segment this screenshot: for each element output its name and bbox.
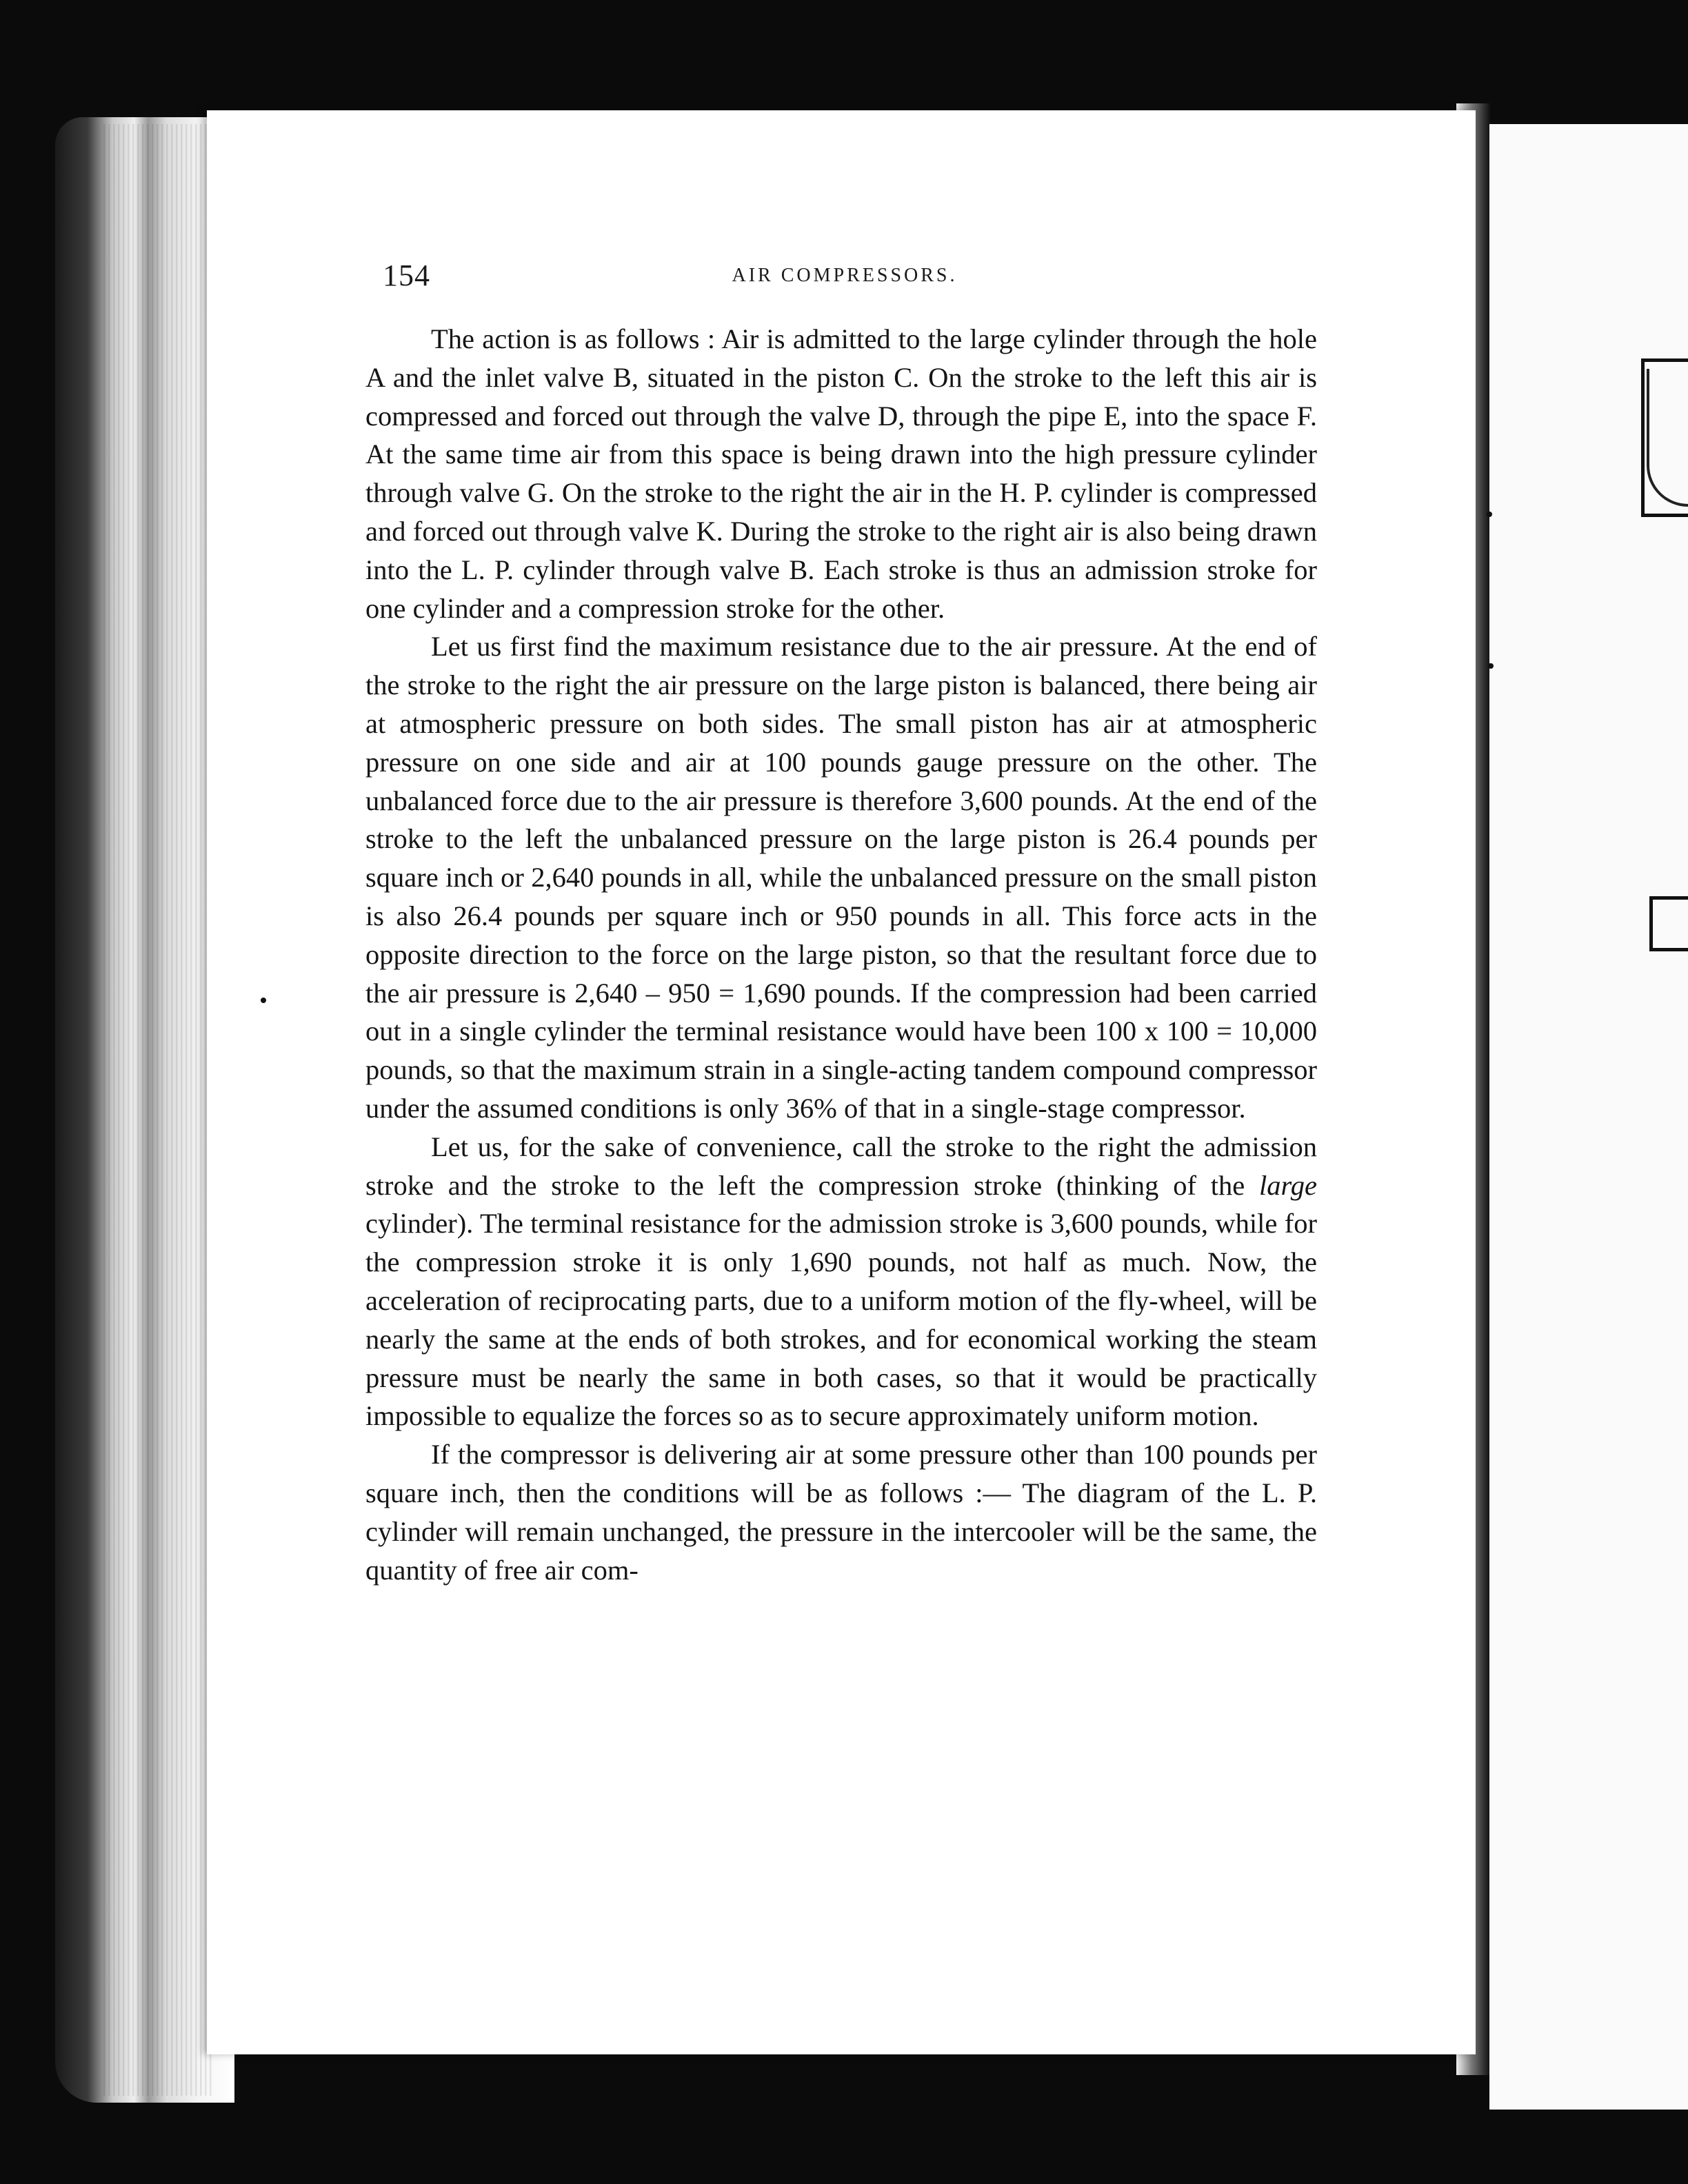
paragraph (365, 1128, 1317, 1435)
page-number: 154 (383, 259, 430, 292)
facing-page-figure-bracket (1649, 896, 1688, 951)
paragraph: The action is as follows : Air is admitted to the large cylinder through the hole A and the inlet valve B, situated in the piston C. On the stroke to the left this air is compressed and forced out through the valve D, through the pipe E, into the space F. At the same time air from this space is being drawn into the high pressure cylinder through valve G. On the stroke to the right the air in the H. P. cylinder is compressed and forced out through valve K. During the stroke to the right air is also being drawn into the L. P. cylinder through valve B. Each stroke is thus an admission stroke for one cylinder and a compression stroke for the other. (365, 323, 1317, 624)
facing-page-mark (1488, 663, 1494, 669)
emphasis-text: large (1259, 1169, 1317, 1201)
paragraph: Let us first find the maximum resistance due to the air pressure. At the end of the stroke to the right the air pressure on the large piston is balanced, there being air at atmospheric pressure on both sides. The small piston has air at atmospheric pressure on one side and air at 100 pounds gauge pressure on the other. The unbalanced force due to the air pressure is therefore 3,600 pounds. At the end of the stroke to the left the unbalanced pressure on the large piston is 26.4 pounds per square inch or 2,640 pounds in all, while the unbalanced pressure on the small piston is also 26.4 pounds per square inch or 950 pounds in all. This force acts in the opposite direction to the force on the large piston, so that the resultant force due to the air pressure is 2,640 – 950 = 1,690 pounds. If the compression had been carried out in a single cylinder the terminal resistance would have been 100 x 100 = 10,000 pounds, so that the maximum strain in a single-acting tandem compound compressor under the assumed conditions is only 36% of that in a single-stage compressor. (365, 631, 1317, 1124)
facing-page-mark (1487, 512, 1492, 517)
page-body (365, 320, 1317, 1589)
paragraph-text: Let us, for the sake of convenience, call the stroke to the right the admission stroke and the stroke to the left the compression stroke (thinking of the (365, 1131, 1317, 1201)
running-title: AIR COMPRESSORS. (732, 265, 958, 286)
facing-page-figure-curve (1647, 369, 1688, 507)
page-stack-lines (103, 124, 214, 2096)
paragraph: If the compressor is delivering air at some pressure other than 100 pounds per square inch, then the conditions will be as follows :— The diagram of the L. P. cylinder will remain unchanged, the pressure in the intercooler will be the same, the quantity of free air com- (365, 1439, 1317, 1586)
paragraph-text: cylinder). The terminal resistance for the admission stroke is 3,600 pounds, while for the compression stroke it is only 1,690 pounds, not half as much. Now, the acceleration of reciprocating parts, due to a uniform motion of the fly-wheel, will be nearly the same at the ends of both strokes, and for economical working the steam pressure must be nearly the same in both cases, so that it would be practically impossible to equalize the forces so as to secure approximately uniform motion. (365, 1208, 1317, 1432)
margin-speck (261, 998, 266, 1003)
running-head (383, 258, 1307, 299)
